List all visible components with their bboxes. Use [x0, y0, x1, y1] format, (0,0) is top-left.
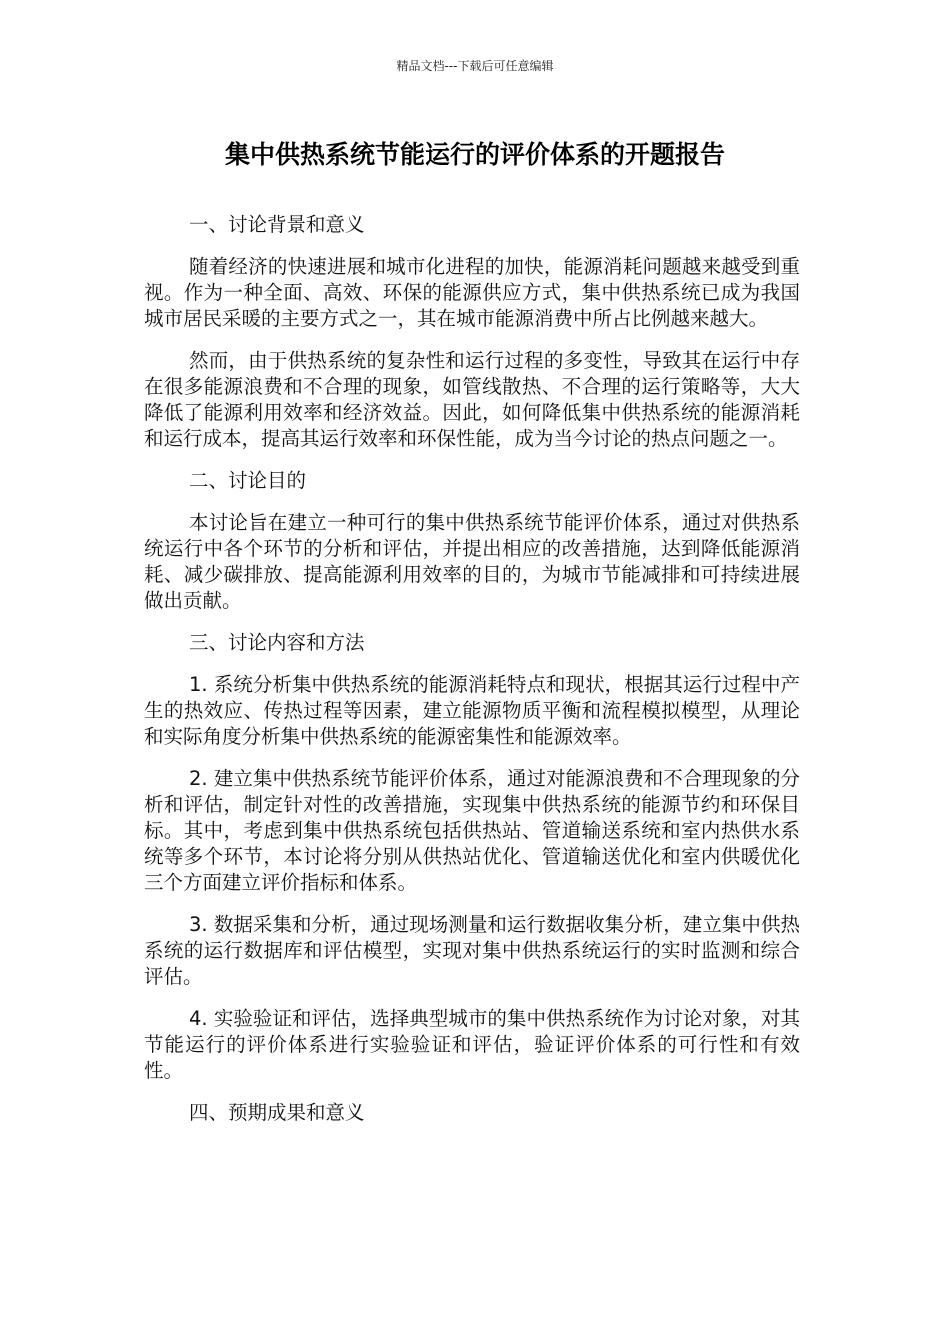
paragraph-method-2: 2. 建立集中供热系统节能评价体系，通过对能源浪费和不合理现象的分析和评估，制定针对性的改善措施，实现集中供热系统的能源节约和环保目标。其中，考虑到集中供热系统包括供热站、管道输送系统和室内热供水系统等多个环节，本讨论将分别从供热站优化、管道输送优化和室内供暖优化三个方面建立评价指标和体系。 [144, 767, 800, 894]
section-heading-purpose: 二、讨论目的 [189, 469, 307, 492]
paragraph-method-4: 4. 实验验证和评估，选择典型城市的集中供热系统作为讨论对象，对其节能运行的评价体系进行实验验证和评估，验证评价体系的可行性和有效性。 [144, 1007, 800, 1082]
section-heading-content-methods: 三、讨论内容和方法 [189, 631, 365, 654]
section-heading-expected-results: 四、预期成果和意义 [189, 1101, 365, 1124]
paragraph-method-1: 1. 系统分析集中供热系统的能源消耗特点和现状，根据其运行过程中产生的热效应、传热过程等因素，建立能源物质平衡和流程模拟模型，从理论和实际角度分析集中供热系统的能源密集性和能源效率。 [144, 673, 800, 748]
paragraph-background-1: 随着经济的快速进展和城市化进程的加快，能源消耗问题越来越受到重视。作为一种全面、高效、环保的能源供应方式，集中供热系统已成为我国城市居民采暖的主要方式之一，其在城市能源消费中所占比例越来越大。 [144, 255, 800, 330]
paragraph-method-3: 3. 数据采集和分析，通过现场测量和运行数据收集分析，建立集中供热系统的运行数据库和评估模型，实现对集中供热系统运行的实时监测和综合评估。 [144, 913, 800, 988]
paragraph-purpose: 本讨论旨在建立一种可行的集中供热系统节能评价体系，通过对供热系统运行中各个环节的分析和评估，并提出相应的改善措施，达到降低能源消耗、减少碳排放、提高能源利用效率的目的，为城市节能减排和可持续进展做出贡献。 [144, 511, 800, 612]
section-heading-background: 一、讨论背景和意义 [189, 213, 365, 236]
paragraph-background-2: 然而，由于供热系统的复杂性和运行过程的多变性，导致其在运行中存在很多能源浪费和不合理的现象，如管线散热、不合理的运行策略等，大大降低了能源利用效率和经济效益。因此，如何降低集中供热系统的能源消耗和运行成本，提高其运行效率和环保性能，成为当今讨论的热点问题之一。 [144, 349, 800, 450]
document-title: 集中供热系统节能运行的评价体系的开题报告 [224, 140, 725, 169]
document-body [144, 212, 800, 1142]
page-header-watermark: 精品文档---下载后可任意编辑 [396, 59, 554, 73]
